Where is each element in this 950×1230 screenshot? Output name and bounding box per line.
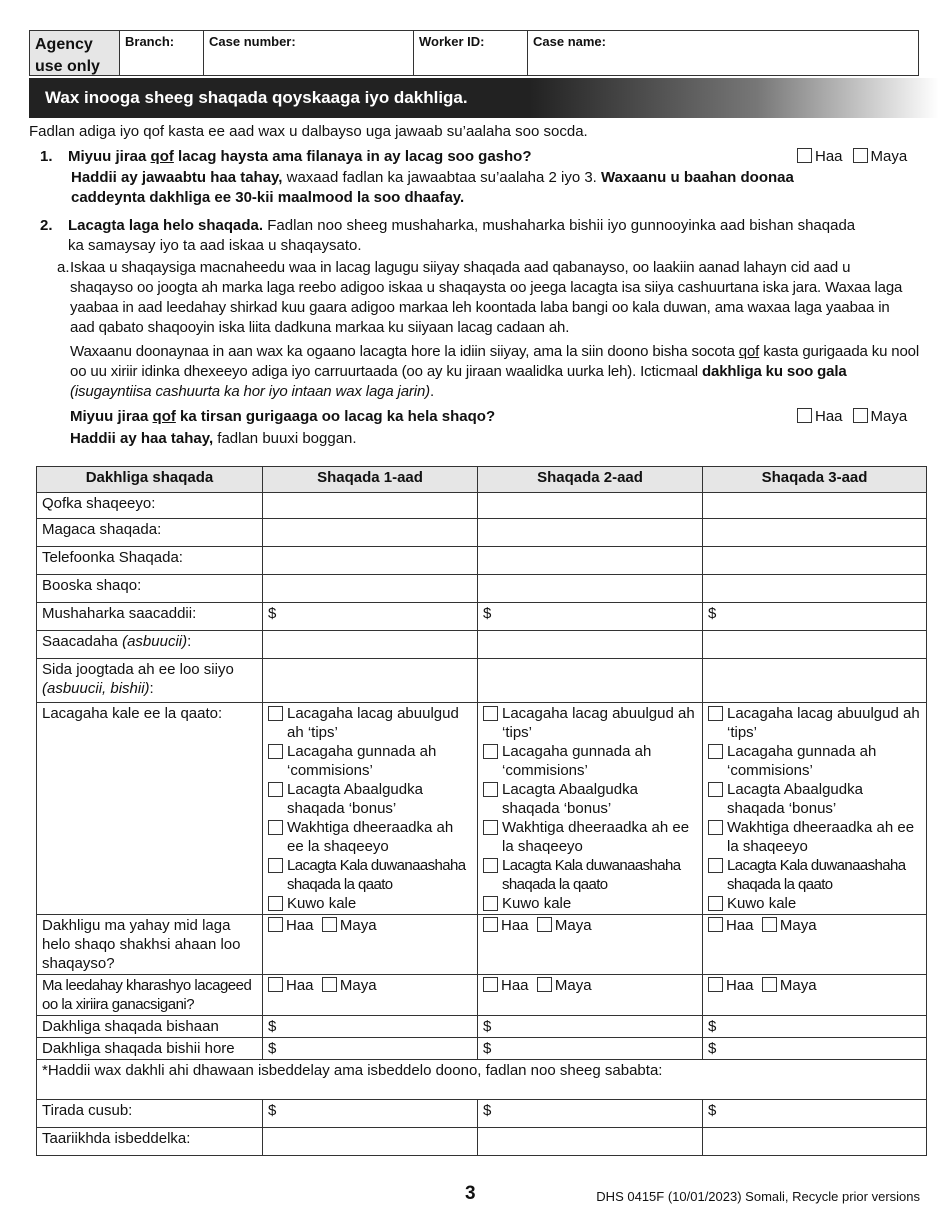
branch-field[interactable]: Branch: [120, 31, 204, 75]
row-label-pay-frequency: Sida joogtada ah ee loo siiyo (asbuucii, bishii): [37, 659, 263, 703]
tips-checkbox[interactable] [268, 706, 283, 721]
table-row [37, 1038, 927, 1060]
cell-input[interactable] [478, 519, 703, 547]
cell-input[interactable] [478, 631, 703, 659]
cell-input[interactable] [478, 575, 703, 603]
other-pay-options-job-1: Lacagaha lacag abuulgud ah ‘tips’ Lacagaha gunnada ah ‘commisions’ Lacagta Abaalgudka shaqada ‘bonus’ Wakhtiga dheeraadka ah ee la shaqeeyo Lacagta Kala duwanaashaha shaqada la qaato Kuwo kale [263, 703, 478, 915]
q1-yes-checkbox[interactable] [797, 148, 812, 163]
cell-input[interactable] [263, 493, 478, 519]
row-label-boss: Booska shaqo: [37, 575, 263, 603]
overtime-checkbox[interactable] [268, 820, 283, 835]
table-row [37, 603, 927, 631]
other-checkbox[interactable] [483, 896, 498, 911]
q2-yes-no: Haa Maya [797, 407, 907, 427]
overtime-checkbox[interactable] [483, 820, 498, 835]
yes-no-cell: Haa Maya [263, 915, 478, 975]
shift-differential-checkbox[interactable] [708, 858, 723, 873]
row-label-expenses: Ma leedahay kharashyo lacageed oo la xiriira ganacsigani? [37, 975, 263, 1016]
bonus-checkbox[interactable] [708, 782, 723, 797]
yes-checkbox[interactable] [708, 977, 723, 992]
q2-question: Miyuu jiraa qof ka tirsan gurigaaga oo lacag ka hela shaqo? [70, 408, 496, 425]
table-row [37, 1016, 927, 1038]
q2-yes-checkbox[interactable] [797, 408, 812, 423]
cell-input[interactable] [703, 659, 927, 703]
table-row [37, 703, 927, 915]
row-label-hours: Saacadaha (asbuucii): [37, 631, 263, 659]
row-label-new-amount: Tirada cusub: [37, 1100, 263, 1128]
commissions-checkbox[interactable] [483, 744, 498, 759]
cell-input[interactable] [478, 493, 703, 519]
yes-checkbox[interactable] [268, 917, 283, 932]
other-checkbox[interactable] [268, 896, 283, 911]
table-row [37, 975, 927, 1016]
table-row [37, 1128, 927, 1156]
q2a-label: a. [57, 259, 70, 276]
row-label-last-month: Dakhliga shaqada bishii hore [37, 1038, 263, 1060]
yes-checkbox[interactable] [708, 917, 723, 932]
tips-checkbox[interactable] [483, 706, 498, 721]
cell-input[interactable] [263, 631, 478, 659]
header-job-2: Shaqada 2-aad [478, 467, 703, 493]
row-label-this-month: Dakhliga shaqada bishaan [37, 1016, 263, 1038]
cell-input[interactable] [703, 1128, 927, 1156]
cell-input[interactable]: $ [263, 1100, 478, 1128]
cell-input[interactable]: $ [263, 1038, 478, 1060]
other-pay-options-job-3: Lacagaha lacag abuulgud ah ‘tips’ Lacagaha gunnada ah ‘commisions’ Lacagta Abaalgudka shaqada ‘bonus’ Wakhtiga dheeraadka ah ee la shaqeeyo Lacagta Kala duwanaashaha shaqada la qaato Kuwo kale [703, 703, 927, 915]
cell-input[interactable] [703, 631, 927, 659]
q1-instructions: Haddii ay jawaabtu haa tahay, waxaad fadlan ka jawaabtaa su’aalaha 2 iyo 3. Waxaanu u baahan doonaa caddeynta dakhliga ee 30-kii maalmood la soo dhaafay. [71, 169, 794, 206]
section-banner: Wax inooga sheeg shaqada qoyskaaga iyo dakhliga. [29, 78, 939, 118]
case-name-field[interactable]: Case name: [528, 31, 918, 75]
cell-input[interactable]: $ [263, 603, 478, 631]
cell-input[interactable]: $ [703, 1100, 927, 1128]
no-checkbox[interactable] [537, 977, 552, 992]
table-header-row [37, 467, 927, 493]
no-checkbox[interactable] [322, 917, 337, 932]
other-pay-options-job-2: Lacagaha lacag abuulgud ah ‘tips’ Lacagaha gunnada ah ‘commisions’ Lacagta Abaalgudka shaqada ‘bonus’ Wakhtiga dheeraadka ah ee la shaqeeyo Lacagta Kala duwanaashaha shaqada la qaato Kuwo kale [478, 703, 703, 915]
tips-checkbox[interactable] [708, 706, 723, 721]
row-label-change-date: Taariikhda isbeddelka: [37, 1128, 263, 1156]
agency-label: Agency use only [30, 31, 120, 75]
q2-household-text: Waxaanu doonaynaa in aan wax ka ogaano lacagta hore la idiin siiyay, ama la siin doono bisha socota qof kasta gurigaada ku nool oo uu xiriir idinka dhexeeyo adiga iyo carruurtaada (oo ay ku jiraan waalidka uurka leh). Icticmaal dakhliga ku soo gala (isugayntiisa cashuurta ka hor iyo intaan wax laga jarin). [70, 343, 920, 400]
yes-no-cell: Haa Maya [703, 915, 927, 975]
intro-text: Fadlan adiga iyo qof kasta ee aad wax u dalbayso uga jawaab su’aalaha soo socda. [29, 123, 588, 140]
cell-input[interactable] [263, 575, 478, 603]
yes-no-cell: Haa Maya [478, 915, 703, 975]
row-label-self-employment: Dakhligu ma yahay mid laga helo shaqo shakhsi ahaan loo shaqayso? [37, 915, 263, 975]
yes-checkbox[interactable] [483, 977, 498, 992]
cell-input[interactable] [703, 493, 927, 519]
row-label-hourly-wage: Mushaharka saacaddii: [37, 603, 263, 631]
q2-no-checkbox[interactable] [853, 408, 868, 423]
no-checkbox[interactable] [537, 917, 552, 932]
cell-input[interactable] [263, 547, 478, 575]
table-row [37, 493, 927, 519]
cell-input[interactable]: $ [478, 1100, 703, 1128]
overtime-checkbox[interactable] [708, 820, 723, 835]
cell-input[interactable] [703, 547, 927, 575]
yes-no-cell: Haa Maya [478, 975, 703, 1016]
no-checkbox[interactable] [322, 977, 337, 992]
q2a-text: Iskaa u shaqaysiga macnaheedu waa in lacag lagugu siiyay shaqada aad qabanayso, oo laakiin aanad lahayn cid aad u shaqayso oo joogta ah marka laga reebo adigoo iskaa u shaqaysta oo jeega lacagta isa siiya cashuurtana iska jara. Waxaa laga yaabaa in aad leedahay shirkad kuu gaara adigoo markaa leh koontada laba bangi oo kala duwan, ama waxaa laga yaabaa in aad qabato shaqooyin iska liita dadkuna markaa ku siiyaan lacag cadaan ah. [70, 259, 903, 336]
other-checkbox[interactable] [708, 896, 723, 911]
bonus-checkbox[interactable] [268, 782, 283, 797]
cell-input[interactable] [478, 659, 703, 703]
table-row [37, 659, 927, 703]
commissions-checkbox[interactable] [268, 744, 283, 759]
cell-input[interactable]: $ [478, 1016, 703, 1038]
cell-input[interactable] [263, 1128, 478, 1156]
cell-input[interactable] [703, 575, 927, 603]
income-table [36, 466, 927, 1156]
cell-input[interactable] [478, 547, 703, 575]
header-job-3: Shaqada 3-aad [703, 467, 927, 493]
q2-number: 2. [40, 217, 53, 234]
table-row [37, 915, 927, 975]
q1-no-checkbox[interactable] [853, 148, 868, 163]
cell-input[interactable]: $ [703, 603, 927, 631]
table-row [37, 1060, 927, 1100]
table-row [37, 547, 927, 575]
shift-differential-checkbox[interactable] [483, 858, 498, 873]
cell-input[interactable]: $ [703, 1038, 927, 1060]
cell-input[interactable] [478, 1128, 703, 1156]
q1-yes-no: Haa Maya [797, 147, 907, 167]
cell-input[interactable] [263, 519, 478, 547]
cell-input[interactable] [263, 659, 478, 703]
no-checkbox[interactable] [762, 917, 777, 932]
table-row [37, 631, 927, 659]
commissions-checkbox[interactable] [708, 744, 723, 759]
yes-no-cell: Haa Maya [703, 975, 927, 1016]
bonus-checkbox[interactable] [483, 782, 498, 797]
q2-fill-instruction: Haddii ay haa tahay, fadlan buuxi boggan. [70, 430, 357, 447]
row-label-employee: Qofka shaqeeyo: [37, 493, 263, 519]
yes-checkbox[interactable] [483, 917, 498, 932]
cell-input[interactable]: $ [703, 1016, 927, 1038]
yes-no-cell: Haa Maya [263, 975, 478, 1016]
no-checkbox[interactable] [762, 977, 777, 992]
header-income: Dakhliga shaqada [37, 467, 263, 493]
shift-differential-checkbox[interactable] [268, 858, 283, 873]
change-reason-cell[interactable]: *Haddii wax dakhli ahi dhawaan isbeddelay ama isbeddelo doono, fadlan noo sheeg sababta: [37, 1060, 927, 1100]
cell-input[interactable] [703, 519, 927, 547]
page-number: 3 [465, 1183, 476, 1204]
table-row [37, 519, 927, 547]
row-label-other-pay: Lacagaha kale ee la qaato: [37, 703, 263, 915]
form-code: DHS 0415F (10/01/2023) Somali, Recycle prior versions [596, 1189, 920, 1204]
cell-input[interactable]: $ [478, 603, 703, 631]
q1-text: Miyuu jiraa qof lacag haysta ama filanaya in ay lacag soo gasho? [68, 148, 532, 165]
row-label-job-name: Magaca shaqada: [37, 519, 263, 547]
table-row [37, 575, 927, 603]
worker-id-field[interactable]: Worker ID: [414, 31, 528, 75]
cell-input[interactable]: $ [263, 1016, 478, 1038]
q2-text: Lacagta laga helo shaqada. Fadlan noo sheeg mushaharka, mushaharka bishii iyo gunnooyinka aad bishan shaqada ka samaysay iyo ta aad iskaa u shaqaysato. [68, 217, 856, 254]
agency-use-box [29, 30, 919, 76]
case-number-field[interactable]: Case number: [204, 31, 414, 75]
header-job-1: Shaqada 1-aad [263, 467, 478, 493]
row-label-phone: Telefoonka Shaqada: [37, 547, 263, 575]
cell-input[interactable]: $ [478, 1038, 703, 1060]
table-row [37, 1100, 927, 1128]
yes-checkbox[interactable] [268, 977, 283, 992]
q1-number: 1. [40, 148, 53, 165]
